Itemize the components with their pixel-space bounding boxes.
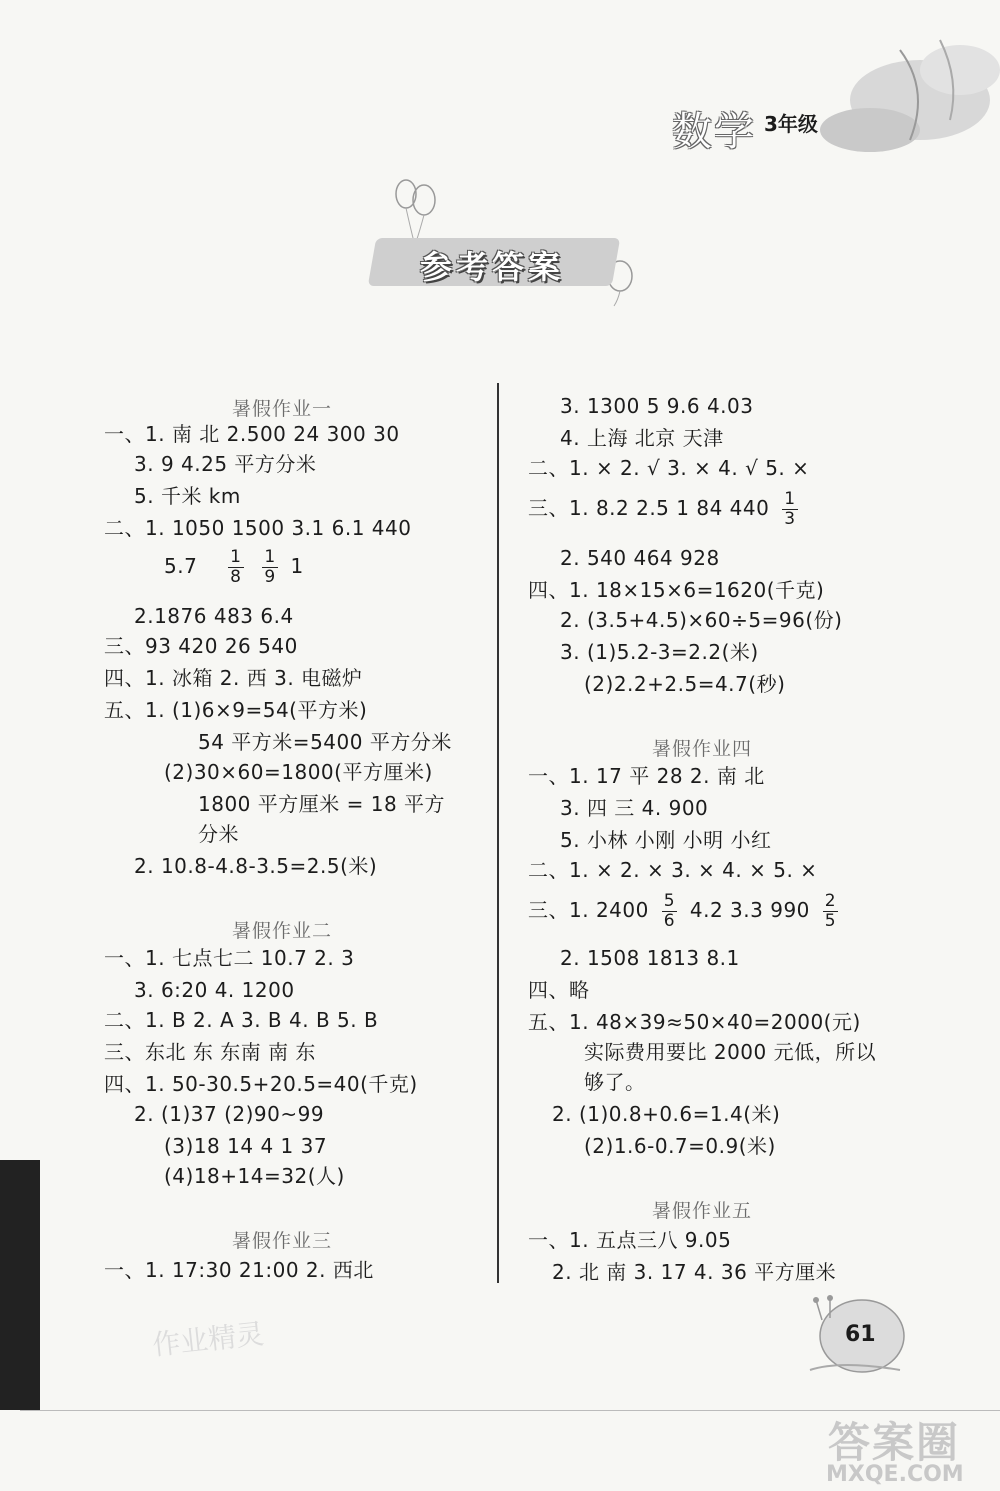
column-divider [497,383,499,1283]
answer-line: (2)30×60=1800(平方厘米) [164,760,433,784]
value: 4.2 3.3 990 [689,898,810,922]
answer-line: 五、1. (1)6×9=54(平方米) [104,698,368,722]
answer-line: 1800 平方厘米 = 18 平方 [198,792,446,816]
answer-line: 2. 10.8-4.8-3.5=2.5(米) [134,854,378,878]
answer-line: 二、1. × 2. × 3. × 4. × 5. × [528,858,818,882]
watermark-text: 作业精灵 [150,1317,266,1362]
section-title: 暑假作业三 [232,1230,333,1252]
answer-line: 2. (1)37 (2)90~99 [134,1102,325,1126]
answer-line: 3. 四 三 4. 900 [560,796,709,820]
answer-line: 二、1. 1050 1500 3.1 6.1 440 [104,516,412,540]
answer-line: 5. 小林 小刚 小明 小红 [560,828,772,852]
answer-line: 五、1. 48×39≈50×40=2000(元) [528,1010,861,1034]
section-title: 暑假作业四 [652,738,753,760]
fraction [262,548,277,587]
banner-title: 参考答案 [420,248,565,286]
answer-line: 一、1. 七点七二 10.7 2. 3 [104,946,355,970]
answer-line: 54 平方米=5400 平方分米 [198,730,452,754]
answer-line: 二、1. B 2. A 3. B 4. B 5. B [104,1008,379,1032]
answer-line: 一、1. 南 北 2.500 24 300 30 [104,422,400,446]
grade-label: 3年级 [764,112,818,136]
answer-line: 三、东北 东 东南 南 东 [104,1040,316,1064]
answer-line: (3)18 14 4 1 37 [164,1134,328,1158]
section-title: 暑假作业一 [232,398,333,420]
answer-line: 三、93 420 26 540 [104,634,298,658]
page-number: 61 [845,1322,876,1347]
answer-line: 四、1. 18×15×6=1620(千克) [528,578,825,602]
answer-line: 一、1. 17 平 28 2. 南 北 [528,764,765,788]
answer-line: 一、1. 17:30 21:00 2. 西北 [104,1258,374,1282]
answer-line: 分米 [198,822,239,846]
value: 5.7 [164,554,198,578]
fraction [662,892,677,931]
watermark-logo: 答案圈 [828,1418,961,1467]
answer-line-fractions [528,490,804,529]
value: 三、1. 8.2 2.5 1 84 440 [528,496,770,520]
numerator: 1 [230,547,242,567]
answer-line: 2. 540 464 928 [560,546,720,570]
answer-line: (2)2.2+2.5=4.7(秒) [584,672,786,696]
numerator: 1 [784,489,796,509]
answer-line: 实际费用要比 2000 元低，所以 [584,1040,877,1064]
fraction [823,892,838,931]
denominator: 6 [663,911,676,931]
subject-title: 数学 [672,109,756,155]
denominator: 8 [230,567,242,587]
answer-line: 2. 1508 1813 8.1 [560,946,740,970]
answer-line: 2. (1)0.8+0.6=1.4(米) [552,1102,781,1126]
value: 1 [290,554,304,578]
section-title: 暑假作业五 [652,1200,753,1222]
numerator: 5 [663,891,676,911]
denominator: 5 [824,911,837,931]
section-title: 暑假作业二 [232,920,333,942]
balloon-icon [392,176,442,246]
answer-line-fractions [164,548,304,587]
answer-line: 2. (3.5+4.5)×60÷5=96(份) [560,608,843,632]
answer-line: 够了。 [584,1070,646,1094]
answer-line: 二、1. × 2. √ 3. × 4. √ 5. × [528,456,810,480]
numerator: 2 [824,891,837,911]
answer-line: 3. 1300 5 9.6 4.03 [560,394,754,418]
answer-line: 四、1. 冰箱 2. 西 3. 电磁炉 [104,666,363,690]
numerator: 1 [264,547,276,567]
denominator: 3 [784,509,796,529]
fraction [228,548,243,587]
answer-line: 4. 上海 北京 天津 [560,426,724,450]
value: 三、1. 2400 [528,898,649,922]
watermark-url: MXQE.COM [826,1462,964,1487]
answer-line: 2.1876 483 6.4 [134,604,294,628]
answer-line: 3. 6:20 4. 1200 [134,978,295,1002]
answer-line-fractions [528,892,844,931]
answer-line: 3. (1)5.2-3=2.2(米) [560,640,759,664]
answer-line: (2)1.6-0.7=0.9(米) [584,1134,776,1158]
answer-line: 一、1. 五点三八 9.05 [528,1228,732,1252]
answer-line: 四、1. 50-30.5+20.5=40(千克) [104,1072,418,1096]
scan-edge [0,1160,40,1410]
answer-line: 2. 北 南 3. 17 4. 36 平方厘米 [552,1260,837,1284]
answer-line: (4)18+14=32(人) [164,1164,345,1188]
answer-line: 5. 千米 km [134,484,241,508]
answer-line: 四、略 [528,978,590,1002]
answer-line: 3. 9 4.25 平方分米 [134,452,317,476]
fraction [782,490,797,529]
denominator: 9 [264,567,276,587]
